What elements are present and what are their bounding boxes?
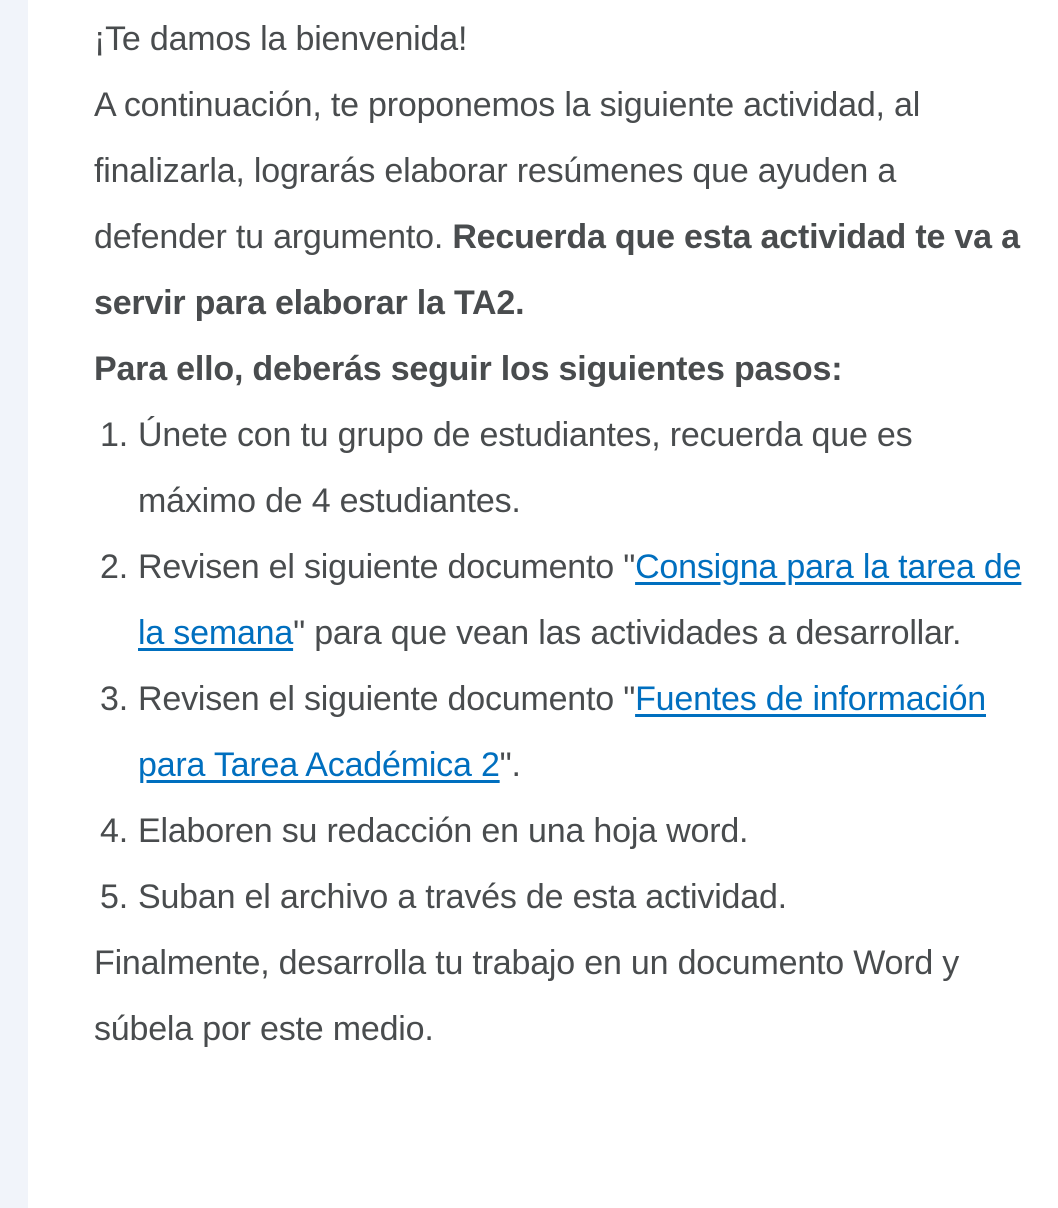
step-item-3 — [138, 666, 1024, 798]
step-item-2 — [138, 534, 1024, 666]
closing-paragraph: Finalmente, desarrolla tu trabajo en un documento Word y súbela por este medio. — [94, 944, 960, 1048]
step-2-text-before: Revisen el siguiente documento " — [138, 548, 636, 586]
step-3-text-before: Revisen el siguiente documento " — [138, 680, 636, 718]
steps-heading — [94, 336, 1024, 402]
activity-instructions — [94, 6, 1024, 1062]
content-panel — [28, 0, 1058, 1208]
fuentes-document-link[interactable]: Fuentes de información para Tarea Académica 2 — [138, 680, 986, 784]
consigna-document-link[interactable]: Consigna para la tarea de la semana — [138, 548, 1022, 652]
intro-text: A continuación, te proponemos la siguiente actividad, al finalizarla, lograrás elaborar resúmenes que ayuden a defender tu argumento. — [94, 86, 921, 256]
steps-heading-text: Para ello, deberás seguir los siguientes pasos: — [94, 350, 843, 388]
step-4-text: Elaboren su redacción en una hoja word. — [138, 812, 749, 850]
step-item-4 — [138, 798, 1024, 864]
step-5-text: Suban el archivo a través de esta actividad. — [138, 878, 787, 916]
intro-paragraph — [94, 72, 1024, 336]
step-3-text-after: ". — [499, 746, 521, 784]
welcome-text: ¡Te damos la bienvenida! — [94, 20, 468, 58]
step-item-5 — [138, 864, 1024, 930]
step-item-1 — [138, 402, 1024, 534]
steps-list — [94, 402, 1024, 930]
intro-bold-reminder: Recuerda que esta actividad te va a servir para elaborar la TA2. — [94, 218, 1020, 322]
step-1-text: Únete con tu grupo de estudiantes, recuerda que es máximo de 4 estudiantes. — [138, 416, 913, 520]
step-2-text-after: " para que vean las actividades a desarrollar. — [293, 614, 962, 652]
